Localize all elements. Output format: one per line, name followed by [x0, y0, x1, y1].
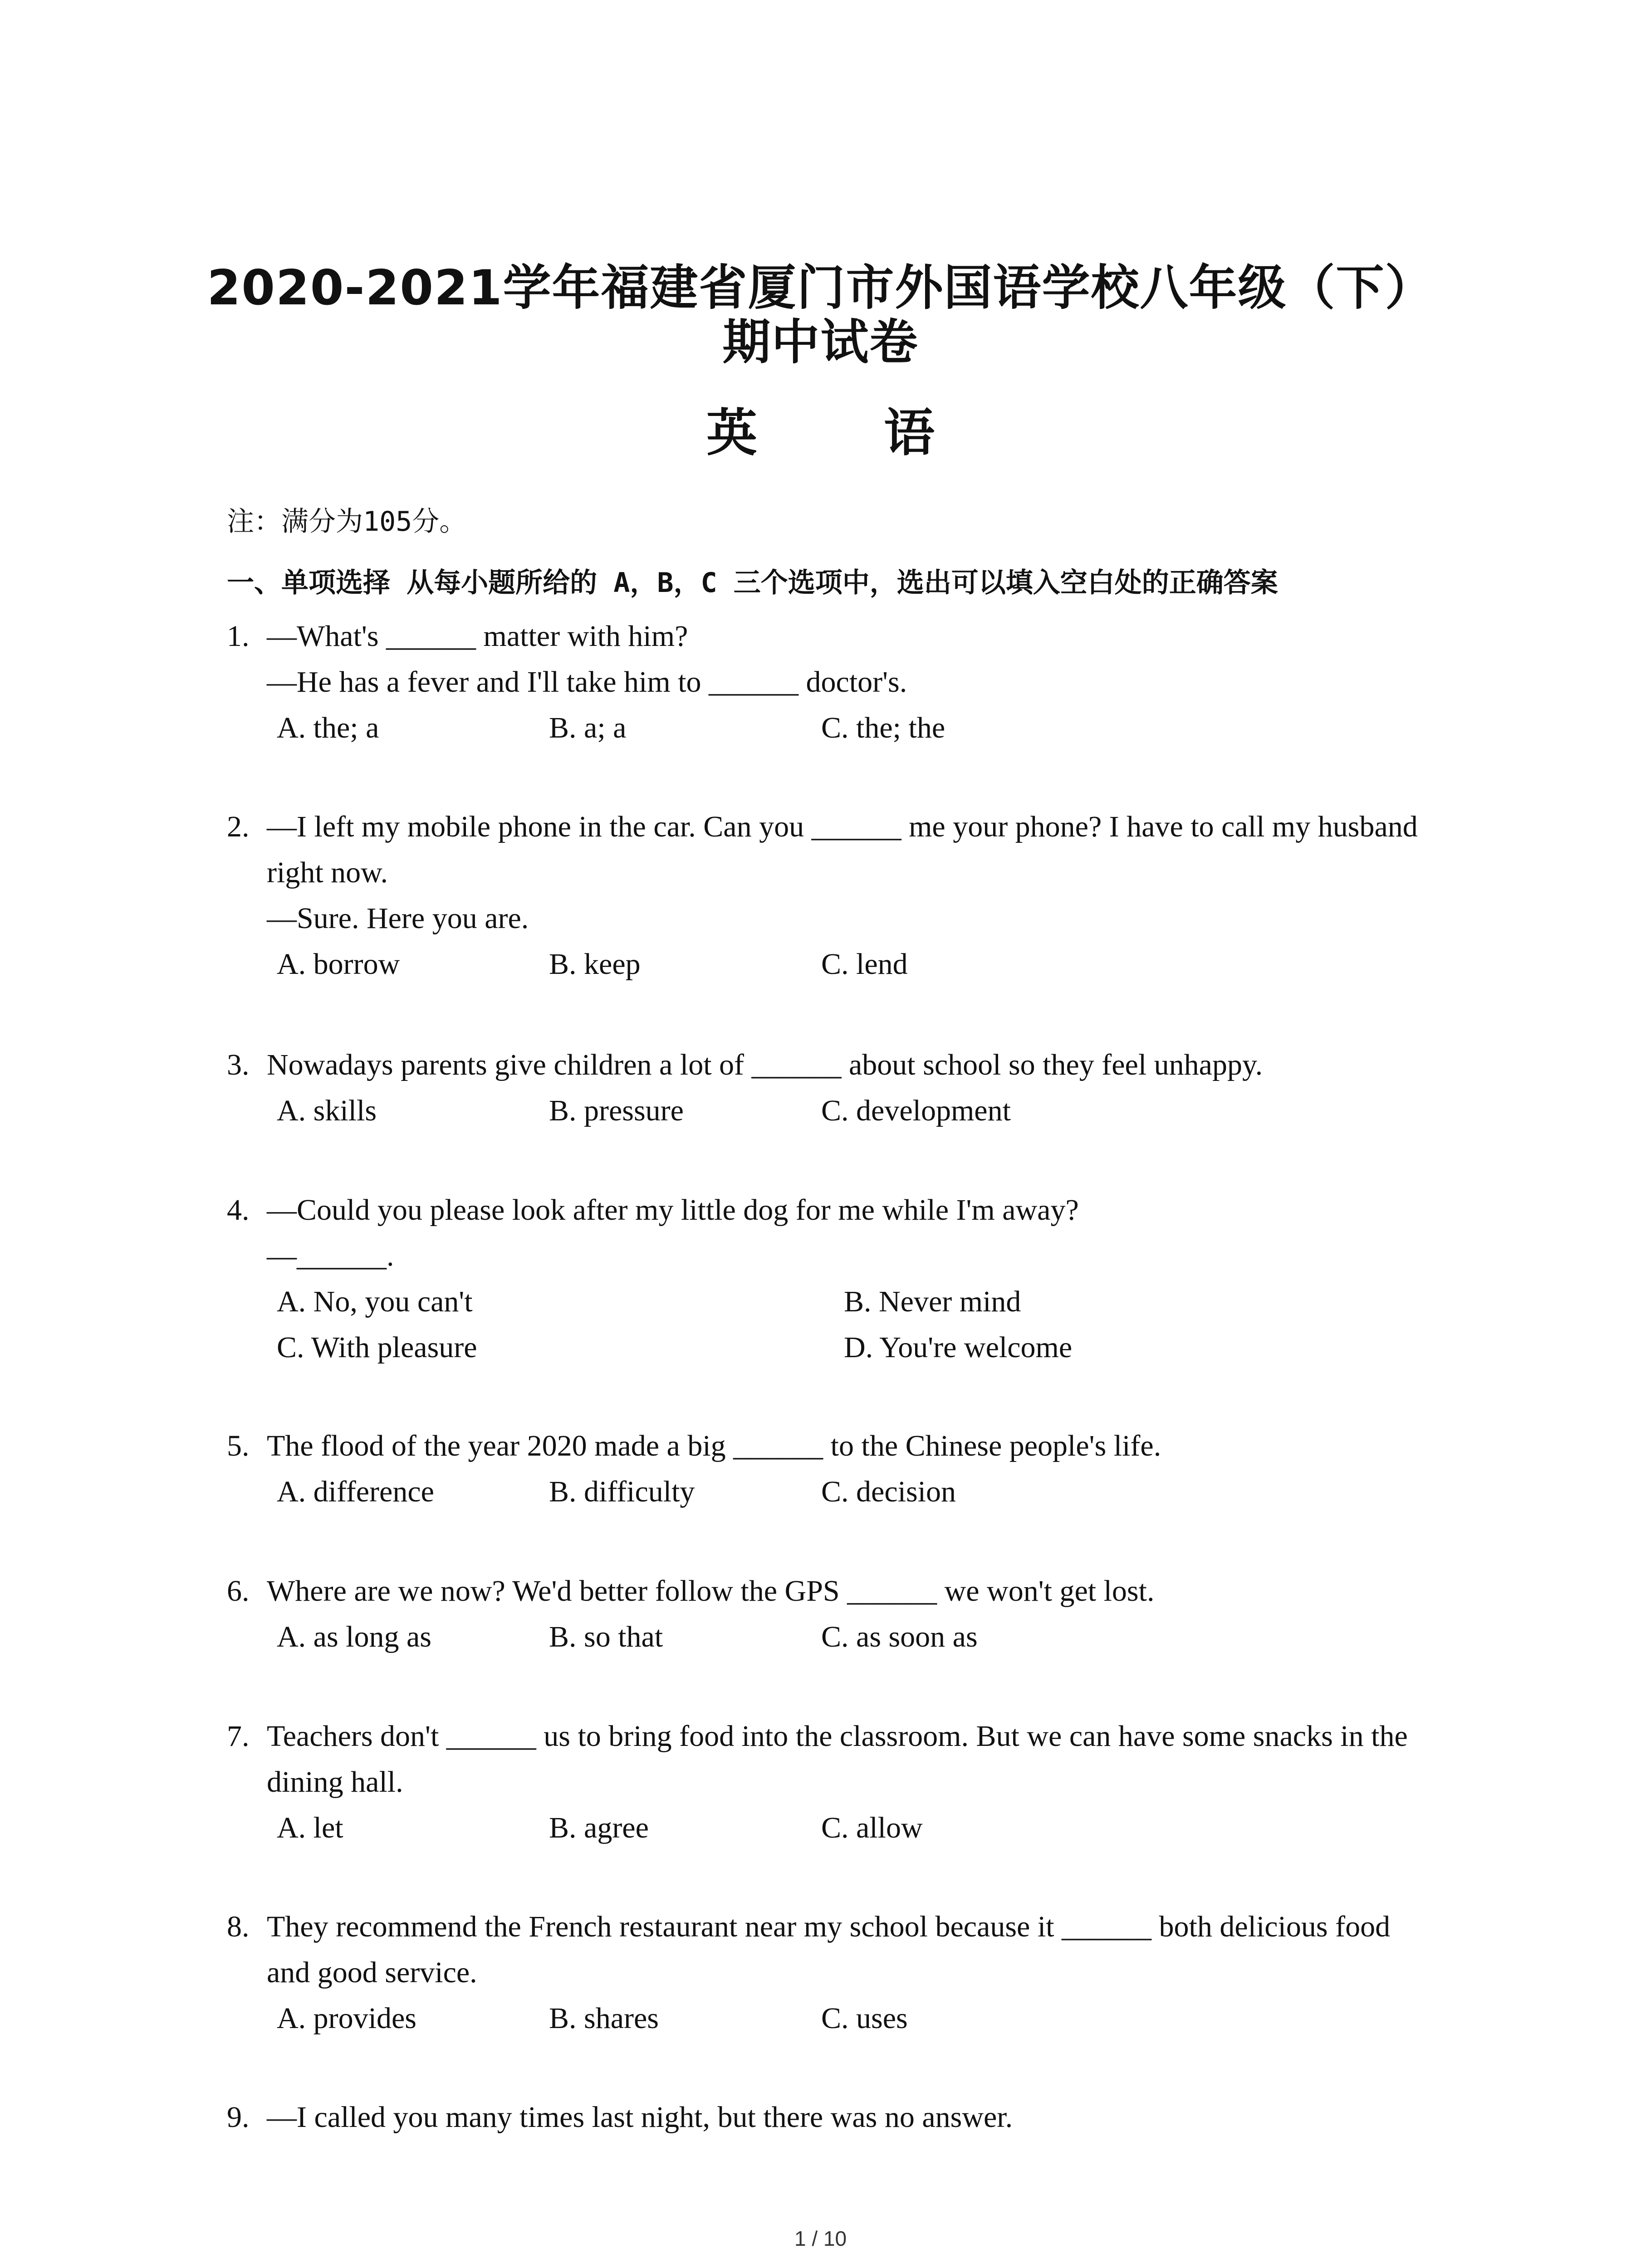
option-a: A. borrow [277, 948, 400, 981]
question-line [227, 2094, 1461, 2140]
question-number: 2. [227, 810, 250, 843]
question-number: 6. [227, 1574, 250, 1608]
question-line [227, 1233, 1461, 1279]
question-1 [227, 613, 1461, 751]
question-line [227, 804, 1461, 850]
option-b: B. Never mind [844, 1285, 1021, 1318]
option-b: B. pressure [549, 1094, 684, 1127]
question-number: 8. [227, 1910, 250, 1943]
question-number: 4. [227, 1193, 250, 1227]
score-note: 注：满分为105分。 [227, 506, 467, 538]
question-number: 7. [227, 1720, 250, 1753]
options-row [277, 1614, 1461, 1660]
question-line [227, 613, 1461, 659]
question-6 [227, 1568, 1461, 1660]
question-line [227, 1713, 1461, 1759]
option-d: D. You're welcome [844, 1331, 1073, 1364]
question-line [227, 659, 1461, 705]
options-row [277, 1995, 1461, 2041]
option-a: A. skills [277, 1094, 377, 1127]
question-3 [227, 1042, 1461, 1134]
question-line [227, 1904, 1461, 1950]
option-a: A. as long as [277, 1620, 431, 1653]
option-c: C. lend [821, 948, 908, 981]
question-text: dining hall. [267, 1765, 403, 1799]
option-c: C. the; the [821, 711, 945, 744]
option-a: A. difference [277, 1475, 434, 1508]
question-number: 3. [227, 1048, 250, 1081]
question-8 [227, 1904, 1461, 2041]
question-text: —What's ______ matter with him? [267, 620, 688, 653]
question-line [227, 1423, 1461, 1469]
option-b: B. keep [549, 948, 641, 981]
question-2 [227, 804, 1461, 987]
section-heading: 一、单项选择 从每小题所给的 A，B，C 三个选项中，选出可以填入空白处的正确答案 [227, 567, 1278, 599]
option-c: C. With pleasure [277, 1331, 477, 1364]
question-line [227, 850, 1461, 895]
question-line [227, 1759, 1461, 1805]
option-b: B. so that [549, 1620, 663, 1653]
option-a: A. let [277, 1811, 343, 1844]
question-line [227, 1042, 1461, 1088]
options-row [277, 1088, 1461, 1134]
option-c: C. as soon as [821, 1620, 978, 1653]
option-b: B. difficulty [549, 1475, 695, 1508]
question-text: They recommend the French restaurant near my school because it ______ both delicious food [267, 1910, 1391, 1943]
question-line [227, 895, 1461, 941]
option-b: B. agree [549, 1811, 649, 1844]
options-row [277, 941, 1461, 987]
options-row [277, 1469, 1461, 1515]
subject-heading: 英 语 [706, 404, 989, 463]
question-number: 5. [227, 1429, 250, 1462]
options-row [277, 1805, 1461, 1851]
option-b: B. shares [549, 2002, 659, 2035]
question-line [227, 1187, 1461, 1233]
option-a: A. the; a [277, 711, 379, 744]
option-c: C. development [821, 1094, 1011, 1127]
question-5 [227, 1423, 1461, 1515]
question-number: 1. [227, 620, 250, 653]
options-row [277, 1325, 1461, 1370]
option-a: A. No, you can't [277, 1285, 473, 1318]
question-text: —Sure. Here you are. [267, 902, 529, 935]
option-c: C. uses [821, 2002, 908, 2035]
option-a: A. provides [277, 2002, 416, 2035]
question-text: and good service. [267, 1956, 477, 1989]
option-c: C. decision [821, 1475, 956, 1508]
exam-title-line-1: 2020-2021学年福建省厦门市外国语学校八年级（下） [207, 260, 1434, 316]
question-text: Where are we now? We'd better follow the GPS ______ we won't get lost. [267, 1574, 1155, 1608]
option-c: C. allow [821, 1811, 923, 1844]
question-text: —I called you many times last night, but there was no answer. [267, 2101, 1013, 2134]
question-7 [227, 1713, 1461, 1851]
question-text: —______. [267, 1239, 394, 1272]
question-text: Nowadays parents give children a lot of ______ about school so they feel unhappy. [267, 1048, 1263, 1081]
exam-title-line-2: 期中试卷 [722, 314, 919, 370]
question-9 [227, 2094, 1461, 2140]
options-row [277, 1279, 1461, 1325]
question-text: right now. [267, 856, 388, 889]
question-text: —Could you please look after my little dog for me while I'm away? [267, 1193, 1079, 1227]
question-4 [227, 1187, 1461, 1370]
option-b: B. a; a [549, 711, 627, 744]
question-text: The flood of the year 2020 made a big ______ to the Chinese people's life. [267, 1429, 1161, 1462]
options-row [277, 705, 1461, 751]
question-line [227, 1568, 1461, 1614]
question-number: 9. [227, 2101, 250, 2134]
page-number: 1 / 10 [794, 2227, 847, 2250]
question-text: Teachers don't ______ us to bring food into the classroom. But we can have some snacks in the [267, 1720, 1408, 1753]
question-line [227, 1950, 1461, 1995]
question-text: —I left my mobile phone in the car. Can you ______ me your phone? I have to call my husband [267, 810, 1418, 843]
question-text: —He has a fever and I'll take him to ______ doctor's. [267, 665, 907, 699]
